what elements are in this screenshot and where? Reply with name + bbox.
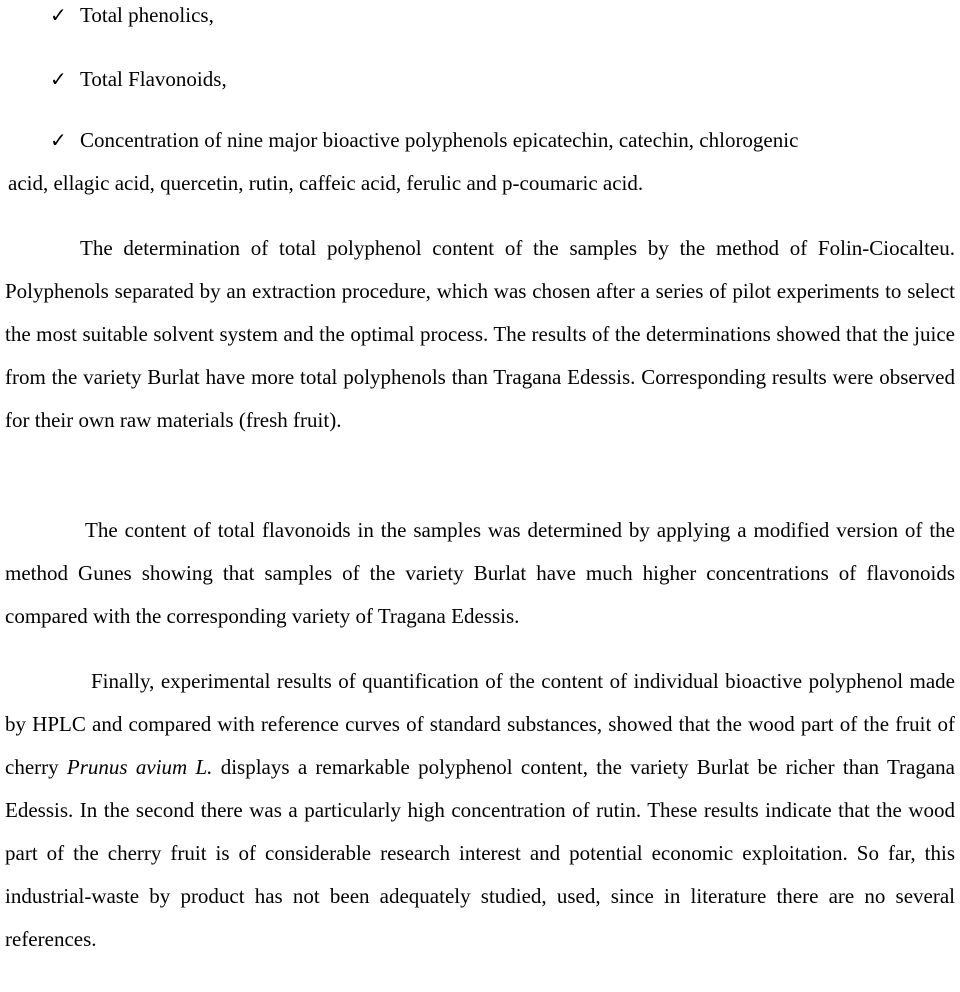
- checkmark-icon: ✓: [50, 67, 67, 91]
- paragraph-hplc-text-start: Finally, experimental results of quantification of the content of individual bioactive polyphenol made by HPLC and compared with reference curves of standard substances, showed that the wood part of the fruit of cherry: [5, 669, 955, 779]
- checklist-item-text-line2: acid, ellagic acid, quercetin, rutin, caffeic acid, ferulic and p-coumaric acid.: [8, 171, 644, 195]
- paragraph-polyphenol-determination: The determination of total polyphenol content of the samples by the method of Folin-Ciocalteu. Polyphenols separated by an extraction procedure, which was chosen after a series of pilot experiments to select the most suitable solvent system and the optimal process. The results of the determinations showed that the juice from the variety Burlat have more total polyphenols than Tragana Edessis. Corresponding results were observed for their own raw materials (fresh fruit).: [5, 236, 955, 432]
- paragraph-hplc-results: [5, 660, 955, 961]
- checklist-item: [50, 0, 955, 37]
- checkmark-icon: ✓: [50, 128, 67, 152]
- checklist-item-text: Total Flavonoids,: [80, 67, 227, 91]
- paragraph-hplc-text-end: displays a remarkable polyphenol content, the variety Burlat be richer than Tragana Edessis. In the second there was a particularly high concentration of rutin. These results indicate that the wood part of the cherry fruit is of considerable research interest and potential economic exploitation. So far, this industrial-waste by product has not been adequately studied, used, since in literature there are no several references.: [5, 755, 955, 951]
- checklist-item-text: Total phenolics,: [80, 3, 214, 27]
- species-name: Prunus avium L.: [66, 755, 213, 779]
- checkmark-icon: ✓: [50, 3, 67, 27]
- checklist-item-text-line1: Concentration of nine major bioactive polyphenols epicatechin, catechin, chlorogenic: [80, 128, 799, 152]
- checklist-item-text: [8, 119, 955, 205]
- checklist-item: [8, 119, 955, 205]
- paragraph-flavonoid-content: The content of total flavonoids in the samples was determined by applying a modified version of the method Gunes showing that samples of the variety Burlat have much higher concentrations of flavonoids compared with the corresponding variety of Tragana Edessis.: [5, 518, 955, 628]
- checklist-item: [50, 58, 955, 101]
